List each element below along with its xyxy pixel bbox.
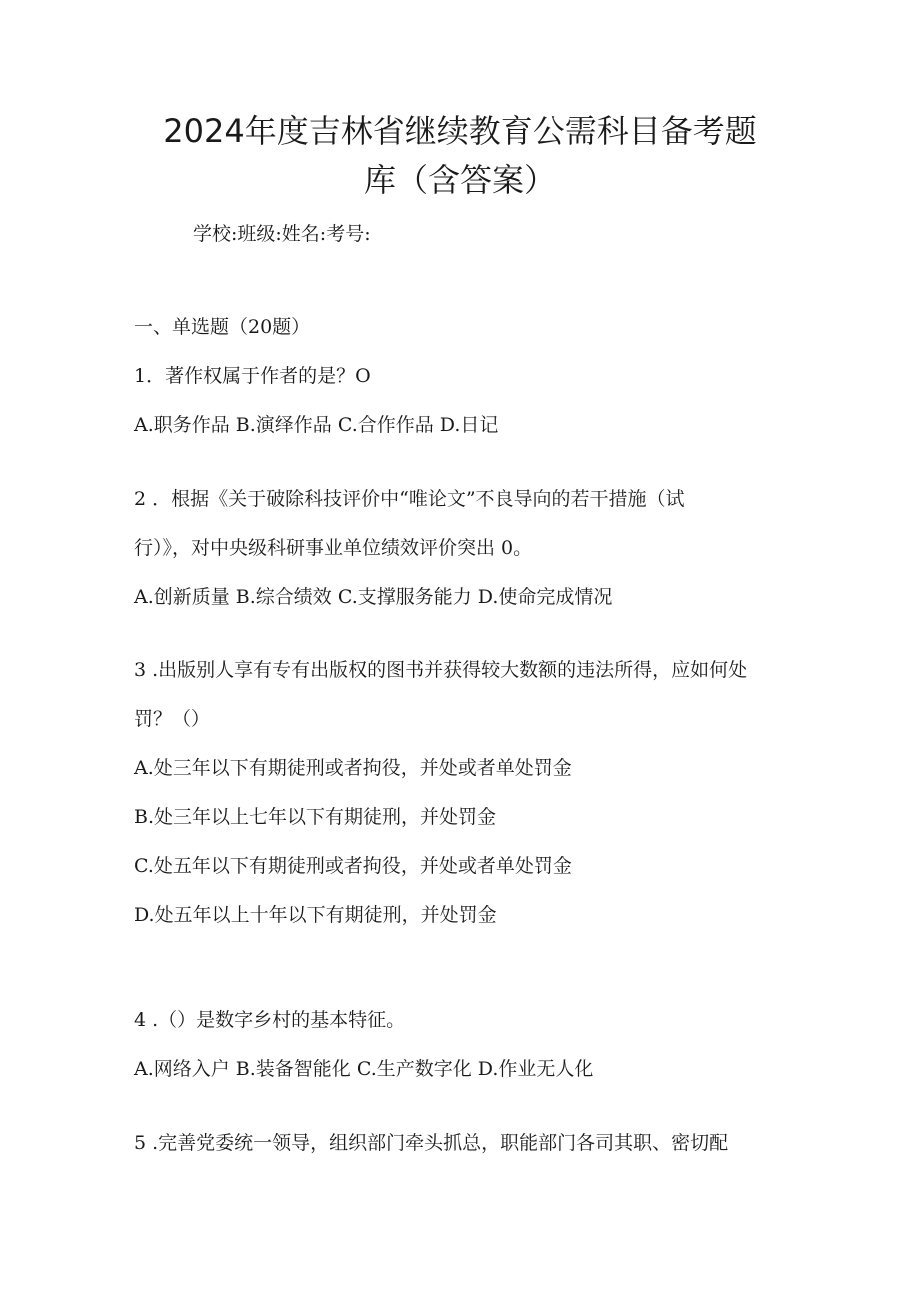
document-title-line-1: 2024年度吉林省继续教育公需科目备考题: [163, 112, 757, 150]
question-option: A.处三年以下有期徒刑或者拘役，并处或者单处罚金: [134, 757, 572, 779]
question-stem: 1．著作权属于作者的是？O: [134, 365, 371, 387]
question-option: D.处五年以上十年以下有期徒刑，并处罚金: [134, 904, 497, 926]
section-heading: 一、单选题（20题）: [134, 316, 311, 338]
question-stem: 3 .出版别人享有专有出版权的图书并获得较大数额的违法所得，应如何处: [134, 659, 748, 681]
question-stem: 行）》，对中央级科研事业单位绩效评价突出 0。: [134, 537, 533, 559]
question-options: A.职务作品 B.演绎作品 C.合作作品 D.日记: [134, 414, 499, 436]
question-options: A.网络入户 B.装备智能化 C.生产数字化 D.作业无人化: [134, 1058, 594, 1080]
question-option: B.处三年以上七年以下有期徒刑，并处罚金: [134, 806, 497, 828]
question-options: A.创新质量 B.综合绩效 C.支撑服务能力 D.使命完成情况: [134, 586, 613, 608]
question-stem: 2 ．根据《关于破除科技评价中“唯论文”不良导向的若干措施（试: [134, 488, 685, 510]
question-option: C.处五年以下有期徒刑或者拘役，并处或者单处罚金: [134, 855, 572, 877]
document-title-line-2: 库（含答案）: [363, 161, 556, 199]
question-stem: 5 .完善党委统一领导，组织部门牵头抓总，职能部门各司其职、密切配: [134, 1132, 729, 1154]
question-stem: 罚？（）: [134, 708, 211, 730]
question-stem: 4 .（）是数字乡村的基本特征。: [134, 1009, 406, 1031]
student-info-line: 学校:班级:姓名:考号:: [193, 223, 371, 245]
